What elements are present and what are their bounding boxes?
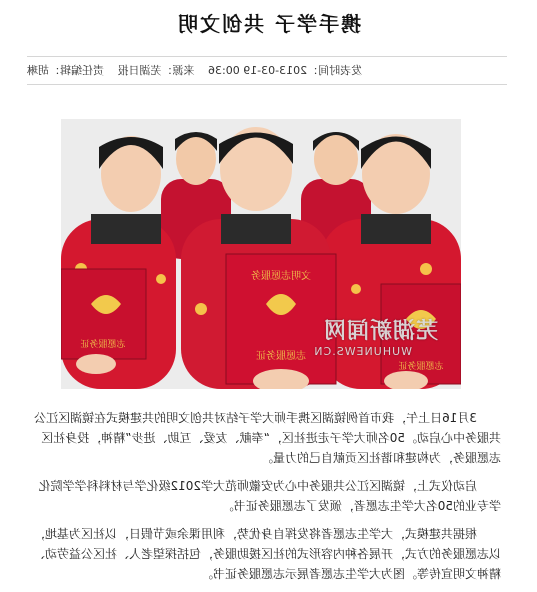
certificate-right: [61, 269, 146, 359]
publish-time: 发表时间：2013-03-19 00:36: [208, 64, 363, 77]
photo-watermark: [263, 314, 438, 358]
paragraph-3: 根据共建模式，大学生志愿者将发挥自身优势，利用课余或节假日，以社区为基地，以志愿服务的方式，开展各种内容形式的社区援助服务，包括探望老人、社区公益劳动、精神文明宣传等。图为大学生志愿者展示志愿服务证书。: [32, 527, 501, 581]
article-source: 来源：芜湖日报: [117, 64, 195, 77]
certificate-center-label: 志愿服务证: [256, 351, 306, 362]
title-divider: [27, 56, 507, 57]
article-meta: [27, 62, 509, 78]
watermark-sub: WUHUNEWS.CN: [313, 345, 412, 358]
certificate-right-label: 志愿服务证: [80, 340, 126, 350]
paragraph-1: 3月16日上午，我市首例镜湖区携手师大学子结对共创文明的共建模式在镜湖区江公共服务中心启动。50名师大学子走进社区，“奉献、友爱、互助、进步”精神，投身社区志愿服务，为构建和谐社区贡献自己的力量。: [34, 411, 501, 465]
article-editor: 责任编辑：胡琳: [27, 64, 104, 77]
article-body: [31, 408, 501, 592]
certificate-cover-text: 文明志愿服务: [251, 271, 311, 282]
watermark-main: 芜湖新闻网: [322, 319, 438, 344]
certificate-left-label: 志愿服务证: [398, 362, 444, 372]
meta-divider: [27, 84, 507, 85]
article-title: 携手学子 共创文明: [176, 12, 361, 36]
paragraph-2: 启动仪式上，镜湖区江公共服务中心为安徽师范大学2012级化学与材料科学学院化学专业的50名大学生志愿者，颁发了志愿服务证书。: [38, 479, 501, 513]
